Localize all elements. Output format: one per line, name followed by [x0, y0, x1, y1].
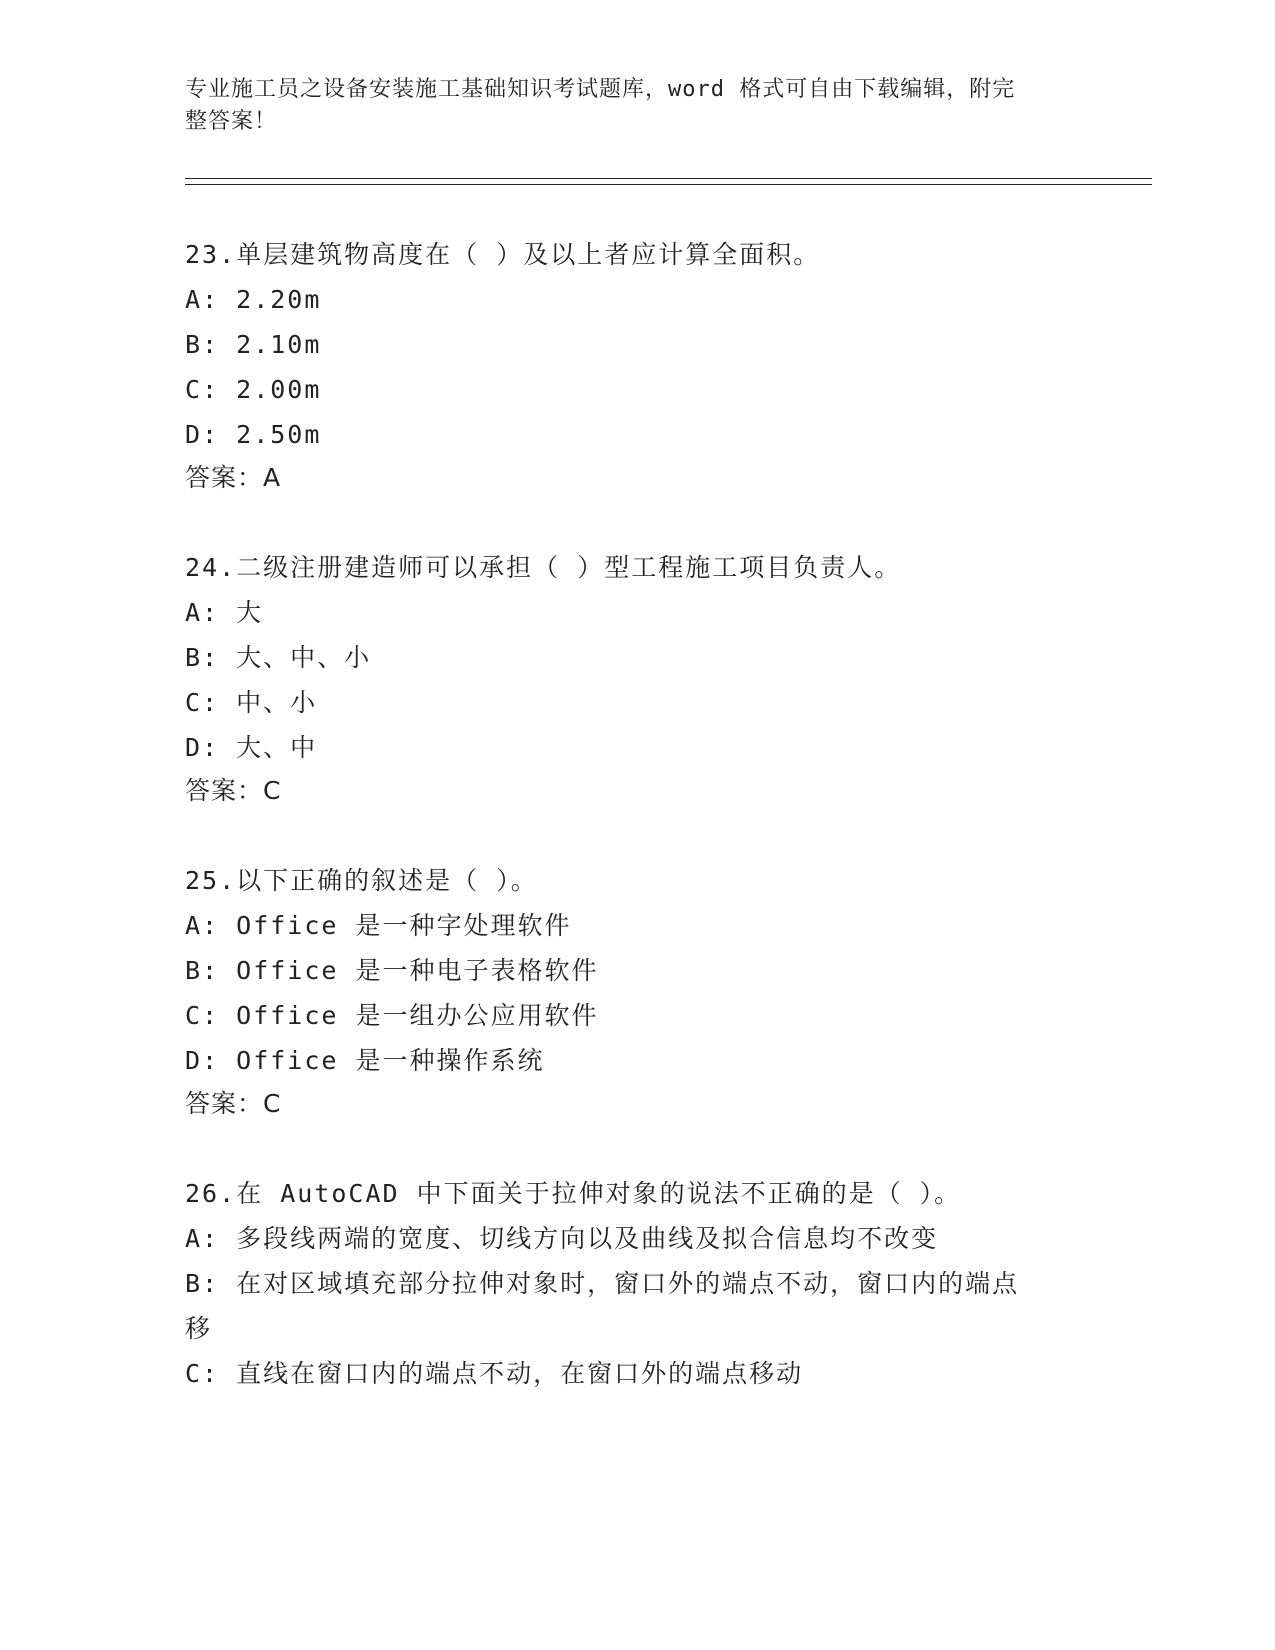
- question-24: [185, 545, 1085, 812]
- header-line-2: 整答案！: [185, 109, 278, 134]
- option-a: A: 多段线两端的宽度、切线方向以及曲线及拟合信息均不改变: [185, 1224, 939, 1253]
- answer-label: 答案：A: [185, 463, 282, 492]
- option-d: D: 大、中: [185, 733, 318, 762]
- option-b: B: 在对区域填充部分拉伸对象时，窗口外的端点不动，窗口内的端点: [185, 1269, 1020, 1298]
- option-b: B: 2.10m: [185, 330, 322, 359]
- header-divider-bottom: [185, 184, 1152, 185]
- option-c: C: 直线在窗口内的端点不动，在窗口外的端点移动: [185, 1359, 804, 1388]
- question-25: [185, 858, 1085, 1125]
- option-c: C: 2.00m: [185, 375, 322, 404]
- header-divider-top: [185, 178, 1152, 179]
- option-a: A: 大: [185, 598, 264, 627]
- question-stem: 23.单层建筑物高度在（ ）及以上者应计算全面积。: [185, 240, 821, 269]
- option-d: D: Office 是一种操作系统: [185, 1046, 545, 1075]
- answer-label: 答案：C: [185, 1089, 282, 1118]
- option-a: A: 2.20m: [185, 285, 322, 314]
- option-d: D: 2.50m: [185, 420, 322, 449]
- header-line-1: 专业施工员之设备安装施工基础知识考试题库，word 格式可自由下载编辑，附完: [185, 77, 1016, 102]
- option-c: C: Office 是一组办公应用软件: [185, 1001, 599, 1030]
- question-23: [185, 232, 1085, 499]
- question-26: [185, 1171, 1085, 1396]
- option-b: B: 大、中、小: [185, 643, 372, 672]
- question-stem: 25.以下正确的叙述是（ ）。: [185, 866, 538, 895]
- question-stem: 24.二级注册建造师可以承担（ ）型工程施工项目负责人。: [185, 553, 902, 582]
- option-b: B: Office 是一种电子表格软件: [185, 956, 599, 985]
- option-b-continuation: 移: [185, 1314, 213, 1343]
- option-c: C: 中、小: [185, 688, 318, 717]
- answer-label: 答案：C: [185, 776, 282, 805]
- document-header: [185, 74, 1065, 138]
- option-a: A: Office 是一种字处理软件: [185, 911, 572, 940]
- question-stem: 26.在 AutoCAD 中下面关于拉伸对象的说法不正确的是（ ）。: [185, 1179, 962, 1208]
- question-list: [185, 232, 1085, 1442]
